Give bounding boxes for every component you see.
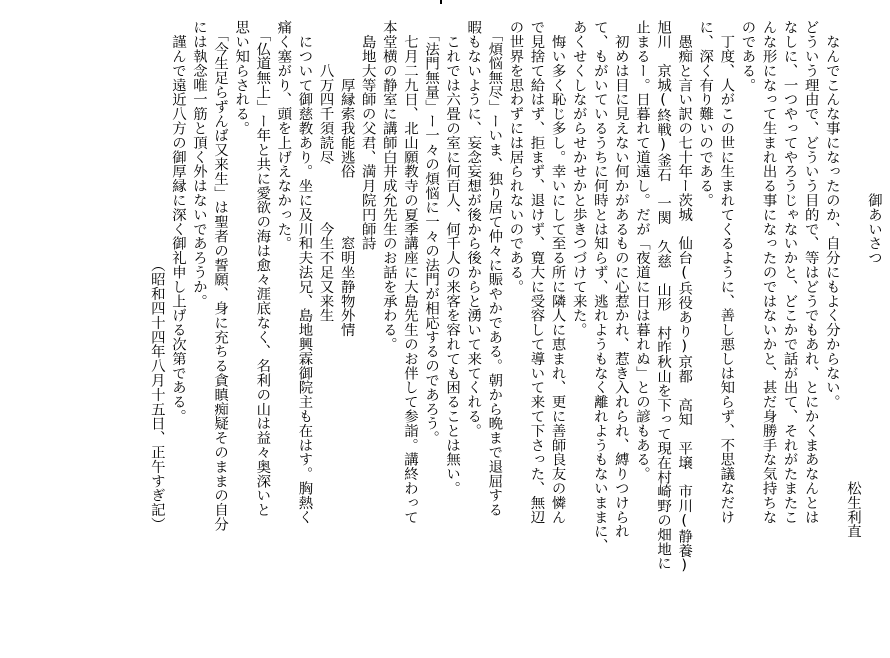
top-edge-mark <box>440 0 442 4</box>
vertical-text-body <box>146 20 884 640</box>
text-column: 愚痴と言い訳の七十年ー茨城 仙台(兵役あり)京都 高知 平壌 市川(静養) <box>676 20 693 574</box>
text-column: 「煩悩無尽」ーいま、独り居て仲々に賑やかである。朝から晩まで退屈する <box>486 20 503 517</box>
date-signature: （昭和四十四年八月十五日、正午すぎ記） <box>148 20 165 532</box>
heading-title: 御あいさつ <box>866 20 882 265</box>
text-column: なんでこんな事になったのか、自分にもよく分からない。 <box>823 20 840 409</box>
author-name: 松生利直 <box>844 20 861 539</box>
text-column: 「法門無量」ー一々の煩悩に一々の法門が相応するのであろう。 <box>423 20 440 445</box>
text-column: 本堂横の静室に講師白井成允先生のお話を承わる。 <box>380 20 397 352</box>
text-column: 「仏道無上」ー年と共に愛欲の海は愈々涯底なく、名利の山は益々奥深いと <box>254 20 271 517</box>
text-column: 悔い多く恥じ多し。幸いにして至る所に隣人に恵まれ、更に善師良友の憐ん <box>549 20 566 524</box>
text-column: これでは六畳の室に何百人、何千人の来客を容れても困ることは無い。 <box>444 20 461 496</box>
text-column: 島地大等師の父君、満月院円師詩 <box>359 20 376 251</box>
text-column: て、もがいているうちに何時とは知らず、逃れようもなく離れようもないままに、 <box>591 20 608 553</box>
text-column: の世界を思わずには居られないのである。 <box>507 20 524 294</box>
text-column: なしに、一つやってやろうじゃないかと、どこかで話が出て、それがたまたこ <box>781 20 798 524</box>
text-column: 思い知らされる。 <box>233 20 250 136</box>
text-column: で見捨て給はず、拒まず、退けず、寛大に受容して導いて来て下さった、無辺 <box>528 20 545 524</box>
text-column: 初めは目に見えない何かがあるものに心惹かれ、惹き入れられ、縛りつけられ <box>612 20 629 539</box>
text-column: 「今生足らずんば又来生」は聖者の誓願、身に充ちる貪瞋痴疑そのままの自分 <box>212 20 229 532</box>
text-column: あくせくしながらせかせかと歩きつづけて来た。 <box>570 20 587 337</box>
text-column: 暇もないように、妄念妄想が後から後からと湧いて来てくれる。 <box>465 20 482 438</box>
text-column: んな形になって生まれ出る事になったのではないかと、甚だ身勝手な気持ちな <box>760 20 777 524</box>
text-column: 旭川 京城(終戦)釜石 一関 久慈 山形 村昨秋山を下って現在村崎野の畑地に <box>655 20 672 571</box>
poem-line: 厚縁索我能逃俗 窓明坐静物外情 <box>338 20 355 337</box>
text-column: のである。 <box>739 20 756 92</box>
poem-line: 八万四千須読尽 今生不足又来生 <box>317 20 334 323</box>
text-column: 七月二九日、北山願教寺の夏季講座に大島先生のお伴して参詣。講終わって <box>401 20 418 524</box>
text-column: 丁度、人がこの世に生まれてくるように、善し悪しは知らず、不思議なだけ <box>718 20 735 524</box>
text-column: 痛く塞がり、頭を上げえなかった。 <box>275 20 292 251</box>
text-column: に、深く有り難いのである。 <box>697 20 714 208</box>
text-column: には執念唯一筋と頂く外はないであろうか。 <box>191 20 207 308</box>
text-column: 謹んで遠近八方の御厚縁に深く御礼申し上げる次第である。 <box>169 20 186 424</box>
text-column: について御慈教あり。坐に及川和夫法兄、島地興霖御院主も在はす。胸熱く <box>296 20 313 524</box>
text-column: どういう理由で、どういう目的で、等はどうでもあれ、とにかくまあなんとは <box>802 20 819 524</box>
text-column: 止まるー。日暮れて道遠し。だが「夜道に日は暮れぬ」との諺もある。 <box>633 20 650 481</box>
